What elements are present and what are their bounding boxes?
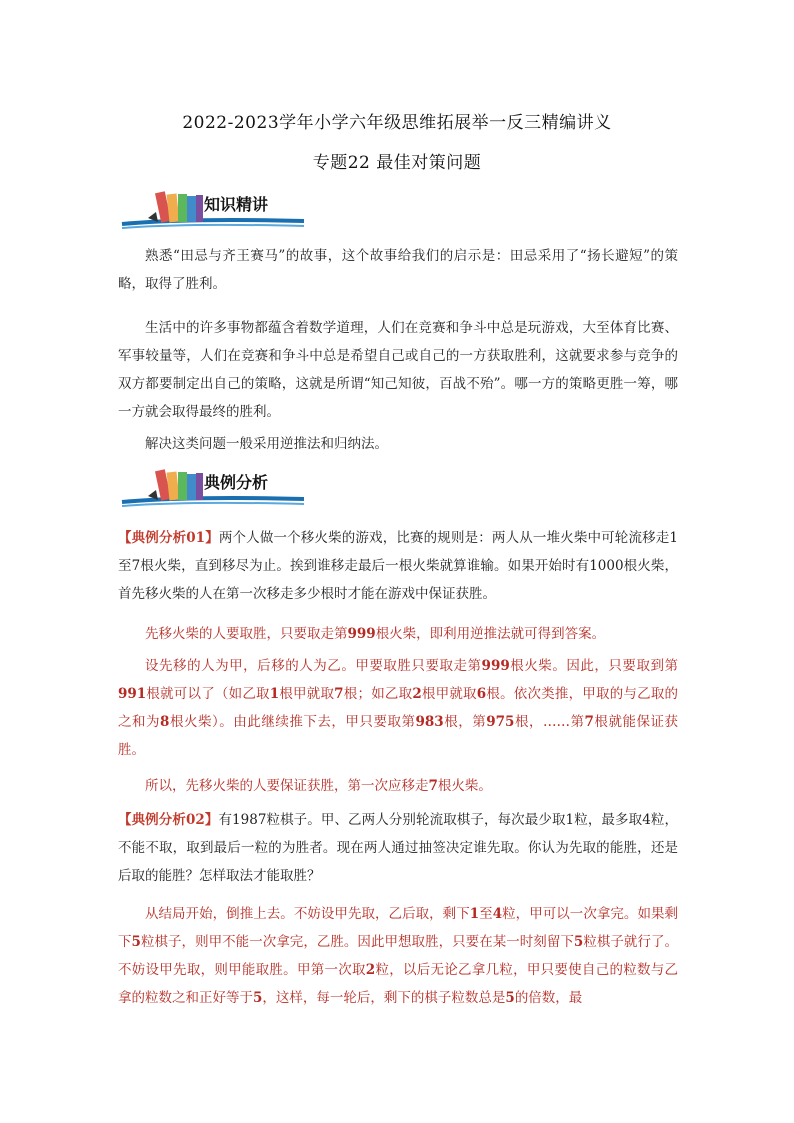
text-run: ……第 — [542, 714, 585, 730]
question-text: 两个人做一个移火柴的游戏，比赛的规则是：两人从一堆火柴中可轮流移走1至7根火柴，直到移尽为止。挨到谁移走最后一根火柴就算谁输。如果开始时有1000根火柴，首先移火柴的人在第一次移走多少根时才能在游戏中保证获胜。 — [118, 530, 678, 602]
number: 5 — [573, 934, 584, 950]
text-run: 的倍数，最 — [514, 990, 583, 1006]
number: 7 — [334, 686, 344, 702]
number: 999 — [481, 658, 510, 674]
number: 975 — [486, 714, 515, 730]
example-tag: 【典例分析02】 — [118, 812, 219, 828]
text-run: 粒棋子，则甲不能一次拿完，乙胜。因此甲想取胜，只要在某一时刻留下 — [140, 934, 574, 950]
text-run: 根火柴。因此，只要取到第 — [509, 658, 679, 674]
text-run: 根火柴）。由此继续推下去，甲只要取第 — [169, 714, 416, 730]
number: 2 — [365, 962, 376, 978]
section-label: 典例分析 — [204, 473, 269, 492]
number: 2 — [412, 686, 422, 702]
number: 5 — [131, 934, 141, 950]
text-run: 从结局开始，倒推上去。不妨设甲先取，乙后取，剩下 — [145, 906, 470, 922]
text-run: 根火柴，即利用逆推法就可得到答案。 — [375, 626, 606, 642]
number: 999 — [347, 626, 376, 642]
number: 5 — [505, 990, 515, 1006]
text-run: 根。依次类推，甲取的与乙取的之和为 — [118, 686, 679, 730]
example-1-question — [118, 524, 678, 608]
example-1-answer — [118, 772, 678, 800]
text-run: 至 — [479, 906, 493, 922]
knowledge-para-1: 熟悉“田忌与齐王赛马”的故事，这个故事给我们的启示是：田忌采用了“扬长避短”的策略，取得了胜利。 — [118, 248, 678, 292]
number: 4 — [492, 906, 503, 922]
number: 6 — [476, 686, 487, 702]
text-run: 根火柴。 — [437, 778, 492, 794]
text-run: 根甲就取 — [279, 686, 335, 702]
question-text: 有1987粒棋子。甲、乙两人分别轮流取棋子，每次最少取1粒，最多取4粒，不能不取，取到最后一粒的为胜者。现在两人通过抽签决定谁先取。你认为先取的能胜，还是后取的能胜？怎样取法才能取胜？ — [118, 812, 678, 884]
text-run: 所以，先移火柴的人要保证获胜，第一次应移走 — [145, 778, 429, 794]
example-2-solution — [118, 900, 678, 1012]
text-run: 根， — [514, 714, 543, 730]
number: 7 — [428, 778, 438, 794]
number: 8 — [160, 714, 170, 730]
number: 983 — [415, 714, 444, 730]
text-run: 粒，甲可以一次拿完。如果剩下 — [118, 906, 679, 950]
number: 1 — [469, 906, 480, 922]
number: 7 — [584, 714, 594, 730]
number: 5 — [253, 990, 263, 1006]
topic-title: 专题22 最佳对策问题 — [312, 153, 482, 173]
number: 1 — [269, 686, 280, 702]
number: 991 — [118, 686, 147, 702]
example-1-solution — [118, 652, 678, 764]
section-banner-examples — [118, 466, 308, 510]
text-run: 设先移的人为甲，后移的人为乙。甲要取胜只要取走第 — [145, 658, 482, 674]
document-title: 2022-2023学年小学六年级思维拓展举一反三精编讲义 — [182, 113, 612, 133]
text-run: 根甲就取 — [421, 686, 477, 702]
text-run: 根，第 — [443, 714, 487, 730]
text-run: 根就能保证获胜。 — [118, 714, 679, 758]
text-run: 粒棋子就行了。不妨设甲先取，则甲能取胜。甲第一次取 — [118, 934, 679, 978]
text-run: 先移火柴的人要取胜，只要取走第 — [145, 626, 348, 642]
example-tag: 【典例分析01】 — [118, 530, 219, 546]
knowledge-para-2: 生活中的许多事物都蕴含着数学道理，人们在竞赛和争斗中总是玩游戏，大至体育比赛、军事较量等，人们在竞赛和争斗中总是希望自己或自己的一方获取胜利，这就要求参与竞争的双方都要制定出自己的策略，这就是所谓“知己知彼，百战不殆”。哪一方的策略更胜一筹，哪一方就会取得最终的胜利。 — [118, 320, 678, 420]
example-2-question — [118, 806, 678, 890]
text-run: 粒，以后无论乙拿几粒，甲只要使自己的粒数与乙拿的粒数之和正好等于 — [118, 962, 679, 1006]
example-1-hint — [118, 620, 678, 648]
text-run: 根；如乙取 — [343, 686, 413, 702]
text-run: ，这样，每一轮后，剩下的棋子粒数总是 — [262, 990, 506, 1006]
section-banner-knowledge — [118, 188, 308, 232]
text-run: 根就可以了（如乙取 — [146, 686, 270, 702]
section-label: 知识精讲 — [204, 195, 269, 214]
knowledge-para-3: 解决这类问题一般采用逆推法和归纳法。 — [145, 436, 388, 452]
